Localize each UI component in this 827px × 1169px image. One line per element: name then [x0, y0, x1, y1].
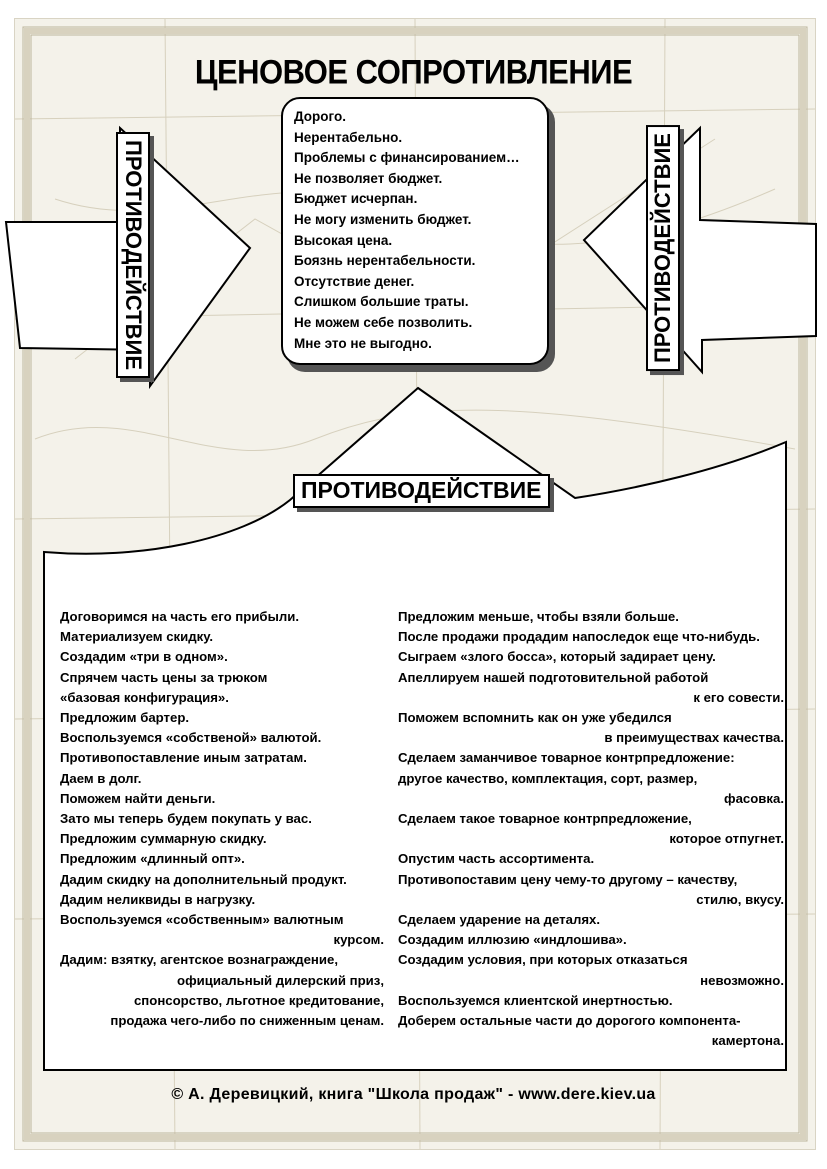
technique-continuation: официальный дилерский приз,	[177, 972, 384, 988]
technique-item: Воспользуемся «собственным» валютным	[60, 912, 344, 928]
technique-continuation: к его совести.	[693, 689, 784, 705]
objection-item: Не позволяет бюджет.	[294, 170, 443, 186]
objections-list	[294, 107, 544, 354]
technique-item: Предложим бартер.	[60, 710, 190, 726]
technique-continuation: фасовка.	[724, 790, 784, 806]
technique-item: Противопоставим цену чему-то другому – качеству,	[398, 871, 738, 887]
page-title: ЦЕНОВОЕ СОПРОТИВЛЕНИЕ	[194, 52, 633, 92]
objection-item: Проблемы с финансированием…	[294, 150, 520, 166]
technique-continuation: спонсорство, льготное кредитование,	[133, 992, 384, 1008]
technique-continuation: стилю, вкусу.	[696, 891, 784, 907]
counter-label-left: ПРОТИВОДЕЙСТВИЕ	[116, 132, 150, 378]
technique-item: Апеллируем нашей подготовительной работой	[398, 669, 709, 685]
technique-item: Поможем вспомнить как он уже убедился	[398, 710, 672, 726]
objection-item: Боязнь нерентабельности.	[294, 253, 476, 269]
technique-item: Сделаем заманчивое товарное контрпредложение:	[398, 750, 735, 766]
technique-item: Дадим скидку на дополнительный продукт.	[60, 871, 347, 887]
technique-item: Зато мы теперь будем покупать у вас.	[60, 811, 312, 827]
objection-item: Не можем себе позволить.	[294, 314, 473, 330]
objection-item: Дорого.	[294, 109, 346, 124]
technique-item: «базовая конфигурация».	[60, 689, 229, 705]
technique-continuation: камертона.	[711, 1033, 784, 1049]
objection-item: Не могу изменить бюджет.	[294, 211, 472, 227]
techniques-right-column	[398, 607, 784, 1051]
technique-item: Создадим условия, при которых отказаться	[398, 952, 688, 968]
technique-continuation: невозможно.	[700, 972, 784, 988]
objection-item: Мне это не выгодно.	[294, 335, 432, 351]
objection-item: Бюджет исчерпан.	[294, 191, 418, 207]
right-arrow-shape	[584, 128, 816, 372]
technique-item: другое качество, комплектация, сорт, размер,	[398, 770, 698, 786]
techniques-left-column	[60, 607, 384, 1031]
technique-item: Дадим: взятку, агентское вознаграждение,	[60, 952, 339, 968]
footer-credit: © А. Деревицкий, книга "Школа продаж" - www.dere.kiev.ua	[171, 1086, 656, 1103]
objection-item: Слишком большие траты.	[294, 294, 469, 310]
technique-item: Доберем остальные части до дорогого компонента-	[398, 1013, 741, 1029]
technique-item: Материализуем скидку.	[60, 629, 214, 645]
counter-label-bottom: ПРОТИВОДЕЙСТВИЕ	[293, 474, 550, 508]
technique-item: Сделаем ударение на деталях.	[398, 912, 601, 928]
technique-item: Предложим «длинный опт».	[60, 851, 245, 867]
technique-item: Опустим часть ассортимента.	[398, 851, 595, 867]
objection-item: Высокая цена.	[294, 232, 393, 248]
technique-continuation: в преимуществах качества.	[604, 730, 784, 746]
technique-continuation: курсом.	[333, 932, 384, 948]
technique-item: Поможем найти деньги.	[60, 790, 216, 806]
technique-item: Спрячем часть цены за трюком	[60, 669, 268, 685]
technique-item: Воспользуемся «собственой» валютой.	[60, 730, 322, 746]
technique-item: Предложим суммарную скидку.	[60, 831, 267, 847]
technique-item: Создадим «три в одном».	[60, 649, 228, 665]
objection-item: Нерентабельно.	[294, 129, 403, 145]
technique-item: Противопоставление иным затратам.	[60, 750, 307, 766]
technique-item: Дадим неликвиды в нагрузку.	[60, 891, 256, 907]
technique-item: Договоримся на часть его прибыли.	[60, 609, 299, 624]
objection-item: Отсутствие денег.	[294, 273, 415, 289]
technique-item: Воспользуемся клиентской инертностью.	[398, 992, 673, 1008]
technique-item: Сделаем такое товарное контрпредложение,	[398, 811, 692, 827]
technique-item: Предложим меньше, чтобы взяли больше.	[398, 609, 679, 624]
technique-item: Даем в долг.	[60, 770, 142, 786]
technique-item: Создадим иллюзию «индлошива».	[398, 932, 627, 948]
counter-label-right: ПРОТИВОДЕЙСТВИЕ	[646, 125, 680, 371]
technique-continuation: продажа чего-либо по сниженным ценам.	[110, 1013, 384, 1029]
technique-continuation: которое отпугнет.	[669, 831, 784, 847]
technique-item: Сыграем «злого босса», который задирает цену.	[398, 649, 716, 665]
technique-item: После продажи продадим напоследок еще что-нибудь.	[398, 629, 760, 645]
